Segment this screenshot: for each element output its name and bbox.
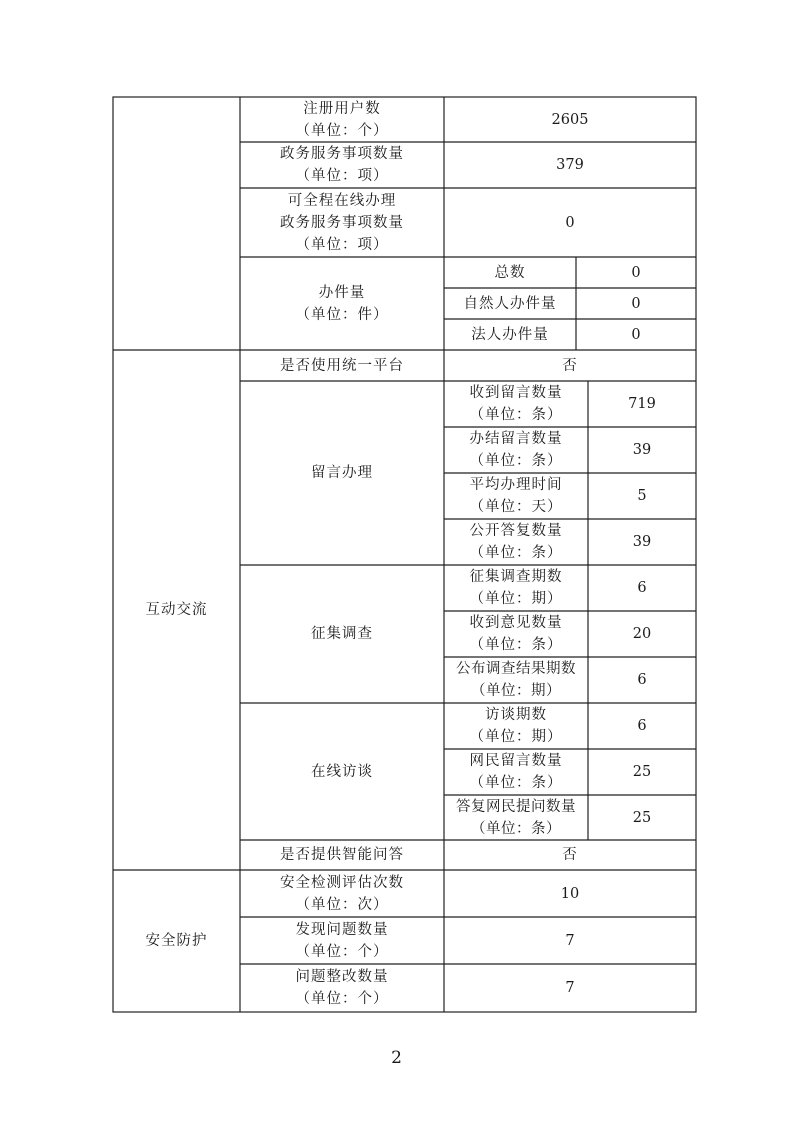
messages-received-label-cell	[444, 381, 588, 427]
online-items-label-line1: 可全程在线办理	[287, 192, 397, 209]
messages-avg-time-value: 5	[637, 488, 647, 504]
survey-results-label-cell	[444, 657, 588, 703]
cases-unit: （单位：件）	[295, 306, 389, 323]
messages-public-label: 公开答复数量	[469, 523, 563, 539]
registered-users-value: 2605	[551, 111, 589, 128]
cases-label-cell	[240, 257, 444, 350]
messages-group-label: 留言办理	[311, 465, 373, 481]
security-issues-label: 发现问题数量	[295, 921, 389, 938]
survey-periods-label-cell	[444, 565, 588, 611]
security-issues-value: 7	[565, 932, 575, 949]
security-issues-unit: （单位：个）	[295, 943, 389, 960]
survey-opinions-unit: （单位：条）	[469, 637, 563, 653]
survey-opinions-label: 收到意见数量	[469, 615, 563, 631]
messages-finished-label-cell	[444, 427, 588, 473]
security-checks-unit: （单位：次）	[295, 896, 389, 913]
messages-received-label: 收到留言数量	[469, 385, 563, 401]
registered-users-label-cell	[240, 97, 444, 142]
messages-received-value: 719	[628, 396, 656, 412]
survey-results-value: 6	[637, 672, 647, 688]
survey-periods-unit: （单位：期）	[469, 591, 563, 607]
interview-periods-label-cell	[444, 703, 588, 749]
survey-opinions-label-cell	[444, 611, 588, 657]
interview-messages-value: 25	[632, 764, 652, 780]
cases-legal-label: 法人办件量	[471, 326, 549, 343]
cases-total-label: 总数	[494, 264, 526, 281]
cases-natural-value: 0	[631, 295, 641, 312]
messages-finished-unit: （单位：条）	[469, 453, 563, 469]
service-items-value: 379	[556, 157, 584, 173]
messages-public-label-cell	[444, 519, 588, 565]
service-items-label-cell	[240, 142, 444, 188]
registered-users-label: 注册用户数	[303, 100, 381, 117]
interview-group-label: 在线访谈	[311, 763, 373, 780]
security-checks-value: 10	[560, 885, 580, 902]
interview-messages-label: 网民留言数量	[469, 753, 563, 769]
interaction-section-label: 互动交流	[145, 602, 208, 618]
interview-messages-label-cell	[444, 749, 588, 795]
cases-label: 办件量	[318, 284, 366, 301]
messages-finished-value: 39	[632, 442, 652, 458]
messages-public-unit: （单位：条）	[469, 545, 563, 561]
survey-periods-value: 6	[637, 580, 647, 596]
messages-avg-time-label-cell	[444, 473, 588, 519]
unified-platform-value: 否	[562, 357, 578, 374]
smart-qa-label: 是否提供智能问答	[280, 847, 404, 863]
messages-avg-time-unit: （单位：天）	[469, 499, 563, 515]
security-checks-label: 安全检测评估次数	[280, 874, 404, 891]
messages-received-unit: （单位：条）	[469, 407, 563, 423]
security-checks-label-cell	[240, 870, 444, 917]
online-items-unit: （单位：项）	[295, 236, 389, 253]
survey-opinions-value: 20	[632, 626, 652, 642]
survey-results-label: 公布调查结果期数	[456, 661, 576, 677]
interview-periods-unit: （单位：期）	[469, 729, 563, 745]
security-fixed-label: 问题整改数量	[295, 969, 389, 985]
smart-qa-value: 否	[562, 847, 578, 863]
service-items-label: 政务服务事项数量	[280, 146, 404, 162]
cases-natural-label: 自然人办件量	[463, 295, 557, 312]
messages-avg-time-label: 平均办理时间	[469, 477, 563, 493]
page-number: 2	[391, 1048, 402, 1068]
security-section-label: 安全防护	[145, 933, 208, 949]
security-fixed-unit: （单位：个）	[295, 991, 389, 1007]
cases-total-value: 0	[631, 264, 641, 281]
security-fixed-value: 7	[565, 980, 575, 996]
interview-messages-unit: （单位：条）	[469, 775, 563, 791]
interview-answers-unit: （单位：条）	[471, 820, 561, 837]
online-items-label-line2: 政务服务事项数量	[280, 214, 404, 231]
interview-periods-label: 访谈期数	[485, 707, 547, 723]
cases-legal-value: 0	[631, 326, 641, 343]
online-items-label-cell	[240, 188, 444, 257]
survey-periods-label: 征集调查期数	[469, 569, 563, 585]
interview-periods-value: 6	[637, 718, 647, 734]
unified-platform-label: 是否使用统一平台	[280, 357, 404, 374]
interview-answers-value: 25	[632, 809, 652, 826]
survey-results-unit: （单位：期）	[471, 683, 561, 699]
messages-finished-label: 办结留言数量	[469, 431, 563, 447]
security-fixed-label-cell	[240, 964, 444, 1012]
registered-users-unit: （单位：个）	[295, 122, 389, 139]
interview-answers-label-cell	[444, 795, 588, 840]
security-issues-label-cell	[240, 917, 444, 964]
interview-answers-label: 答复网民提问数量	[456, 798, 576, 815]
survey-group-label: 征集调查	[311, 626, 373, 642]
messages-public-value: 39	[632, 534, 652, 550]
service-items-unit: （单位：项）	[295, 168, 389, 184]
online-items-value: 0	[565, 214, 575, 231]
